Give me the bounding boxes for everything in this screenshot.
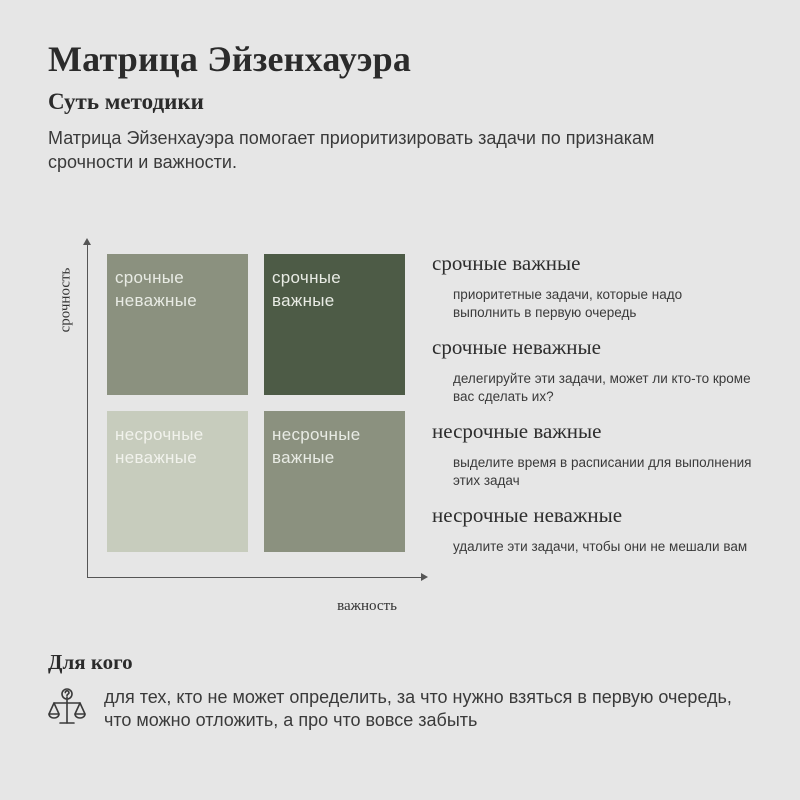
- legend-description: делегируйте эти задачи, может ли кто-то кроме вас сделать их?: [453, 371, 751, 404]
- quadrant-urgent-important: [264, 254, 405, 395]
- quadrant-label-line1: несрочные: [272, 425, 361, 444]
- y-axis-line: [87, 243, 88, 578]
- legend-heading: несрочные неважные: [432, 503, 623, 527]
- x-axis-line: [87, 577, 422, 578]
- quadrant-label-line2: важные: [272, 448, 335, 467]
- quadrant-label-line2: важные: [272, 291, 335, 310]
- legend-description: выделите время в расписании для выполнения этих задач: [453, 455, 752, 488]
- scales-question-icon: [46, 687, 88, 729]
- legend-heading: срочные неважные: [432, 335, 601, 359]
- quadrant-label-line2: неважные: [115, 291, 197, 310]
- audience-text: для тех, кто не может определить, за что нужно взяться в первую очередь, что можно отложить, а про что вовсе забыть: [104, 687, 732, 730]
- quadrant-label-line1: срочные: [272, 268, 342, 287]
- quadrant-label-line1: срочные: [115, 268, 185, 287]
- x-axis-arrow: [421, 573, 428, 581]
- intro-text: Матрица Эйзенхауэра помогает приоритизировать задачи по признакам срочности и важности.: [48, 128, 655, 172]
- y-axis-arrow: [83, 238, 91, 245]
- section-subtitle: Суть методики: [48, 89, 204, 114]
- quadrant-label-line2: неважные: [115, 448, 197, 467]
- quadrant-label-line1: несрочные: [115, 425, 204, 444]
- page-title: Матрица Эйзенхауэра: [48, 39, 412, 79]
- quadrant-urgent-unimportant: [107, 254, 248, 395]
- x-axis-label: важность: [337, 598, 397, 614]
- y-axis-label: срочность: [57, 267, 74, 333]
- quadrant-not-urgent-unimportant: [107, 411, 248, 552]
- quadrant-not-urgent-important: [264, 411, 405, 552]
- legend-description: приоритетные задачи, которые надо выполнить в первую очередь: [453, 287, 683, 320]
- legend-description: удалите эти задачи, чтобы они не мешали вам: [453, 539, 748, 554]
- for-whom-heading: Для кого: [48, 650, 133, 674]
- legend-heading: несрочные важные: [432, 419, 602, 443]
- legend-heading: срочные важные: [432, 251, 581, 275]
